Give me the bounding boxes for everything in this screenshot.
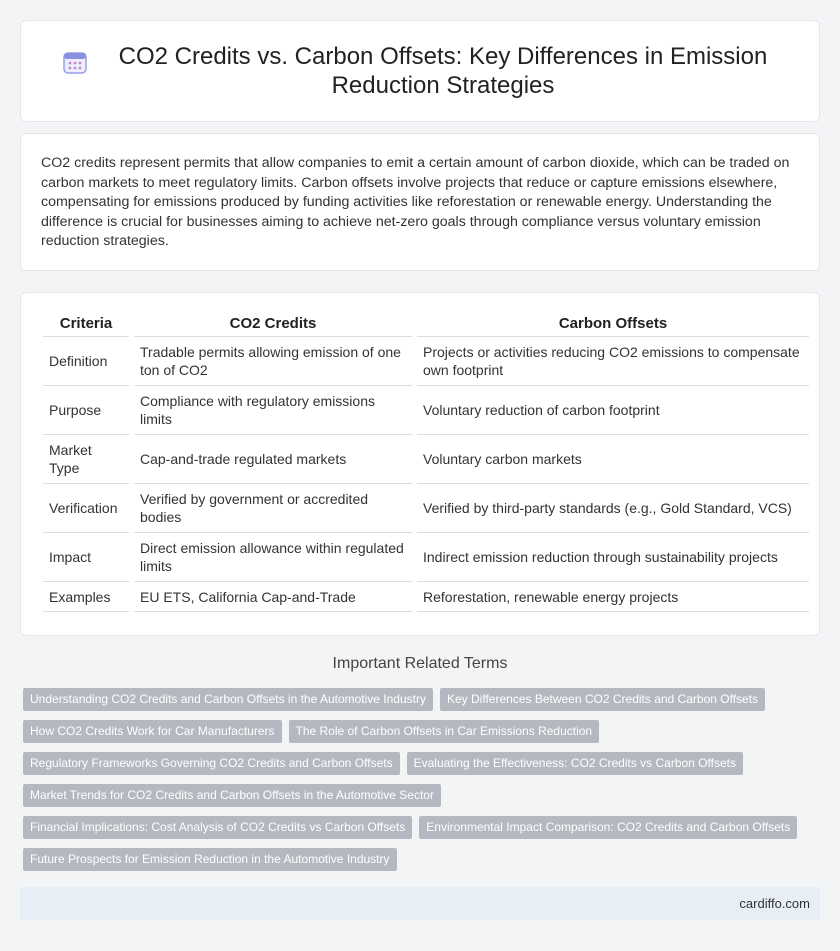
related-term-link[interactable]: Market Trends for CO2 Credits and Carbon Offsets in the Automotive Sector [23, 784, 441, 807]
cell-criteria: Examples [43, 582, 129, 612]
cell-criteria: Impact [43, 533, 129, 582]
cell-co2-credits: Compliance with regulatory emissions limits [134, 386, 412, 435]
related-term-link[interactable]: The Role of Carbon Offsets in Car Emissions Reduction [289, 720, 600, 743]
header-criteria: Criteria [43, 308, 129, 337]
cell-co2-credits: Direct emission allowance within regulated limits [134, 533, 412, 582]
related-term-link[interactable]: How CO2 Credits Work for Car Manufacturers [23, 720, 282, 743]
table-row [43, 484, 809, 533]
cell-criteria: Definition [43, 337, 129, 386]
intro-card [20, 133, 820, 271]
cell-carbon-offsets: Verified by third-party standards (e.g., Gold Standard, VCS) [417, 484, 809, 533]
comparison-card [20, 292, 820, 636]
calendar-icon [61, 48, 89, 76]
cell-criteria: Verification [43, 484, 129, 533]
related-term-link[interactable]: Future Prospects for Emission Reduction in the Automotive Industry [23, 848, 397, 871]
related-term-link[interactable]: Regulatory Frameworks Governing CO2 Credits and Carbon Offsets [23, 752, 400, 775]
table-row [43, 582, 809, 612]
related-term-link[interactable]: Understanding CO2 Credits and Carbon Offsets in the Automotive Industry [23, 688, 433, 711]
page-title: CO2 Credits vs. Carbon Offsets: Key Differences in Emission Reduction Strategies [118, 43, 768, 99]
table-row [43, 533, 809, 582]
cell-criteria: Purpose [43, 386, 129, 435]
table-row [43, 435, 809, 484]
title-card [20, 20, 820, 122]
related-terms-list [23, 688, 813, 871]
related-term-link[interactable]: Environmental Impact Comparison: CO2 Credits and Carbon Offsets [419, 816, 797, 839]
table-row [43, 386, 809, 435]
header-carbon-offsets: Carbon Offsets [417, 308, 809, 337]
table-row [43, 337, 809, 386]
footer [20, 887, 820, 920]
related-term-link[interactable]: Financial Implications: Cost Analysis of CO2 Credits vs Carbon Offsets [23, 816, 412, 839]
table-header-row [43, 308, 809, 337]
cell-co2-credits: Tradable permits allowing emission of one ton of CO2 [134, 337, 412, 386]
cell-carbon-offsets: Indirect emission reduction through sustainability projects [417, 533, 809, 582]
cell-co2-credits: EU ETS, California Cap-and-Trade [134, 582, 412, 612]
cell-co2-credits: Cap-and-trade regulated markets [134, 435, 412, 484]
related-term-link[interactable]: Evaluating the Effectiveness: CO2 Credits vs Carbon Offsets [407, 752, 743, 775]
related-term-link[interactable]: Key Differences Between CO2 Credits and Carbon Offsets [440, 688, 765, 711]
cell-carbon-offsets: Voluntary reduction of carbon footprint [417, 386, 809, 435]
cell-carbon-offsets: Projects or activities reducing CO2 emissions to compensate own footprint [417, 337, 809, 386]
cell-criteria: Market Type [43, 435, 129, 484]
title-wrap [61, 42, 779, 100]
header-co2-credits: CO2 Credits [134, 308, 412, 337]
intro-text: CO2 credits represent permits that allow companies to emit a certain amount of carbon dioxide, which can be traded on carbon markets to meet regulatory limits. Carbon offsets involve projects that reduce or capture emissions elsewhere, compensating for emissions produced by funding activities like reforestation or renewable energy. Understanding the difference is crucial for businesses aiming to achieve net-zero goals through compliance versus voluntary emission reduction strategies. [41, 155, 790, 249]
footer-site-link[interactable]: cardiffo.com [739, 896, 810, 911]
cell-carbon-offsets: Voluntary carbon markets [417, 435, 809, 484]
related-terms-title: Important Related Terms [332, 655, 508, 672]
comparison-table [38, 308, 814, 612]
cell-carbon-offsets: Reforestation, renewable energy projects [417, 582, 809, 612]
cell-co2-credits: Verified by government or accredited bodies [134, 484, 412, 533]
